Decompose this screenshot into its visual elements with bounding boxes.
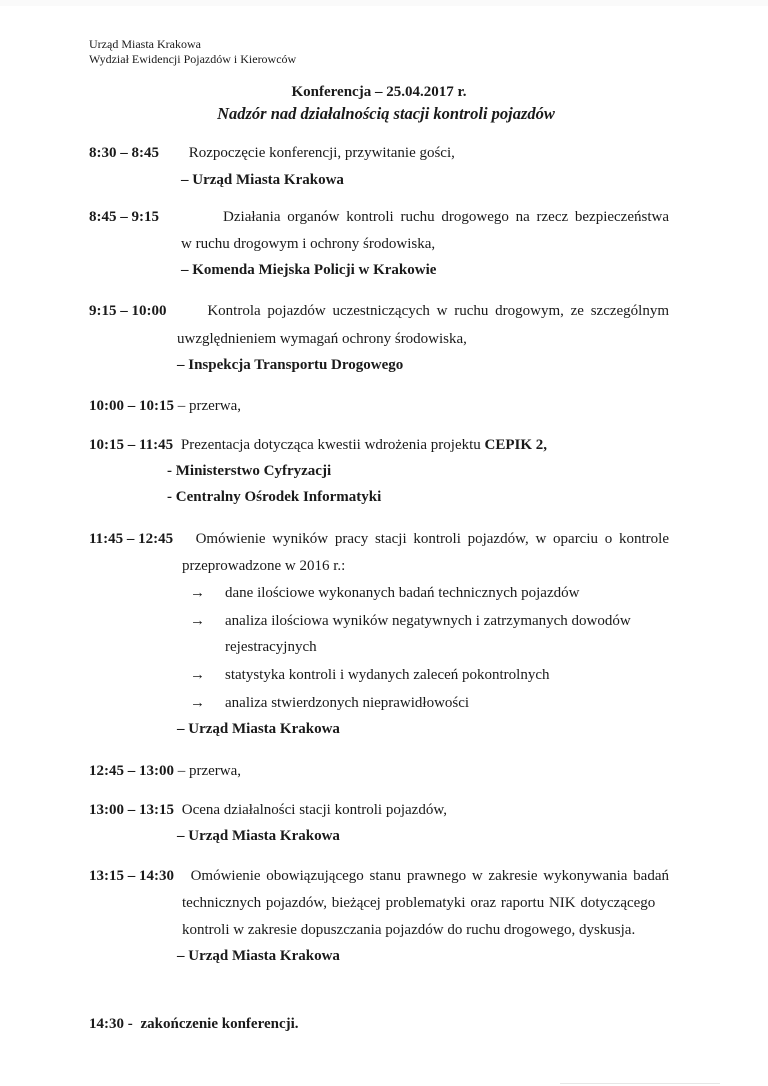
agenda-time: 8:30 – 8:45 <box>89 145 159 161</box>
agenda-item-8 <box>89 800 447 820</box>
agenda-text: – przerwa, <box>177 398 242 414</box>
agenda-time: 14:30 - <box>89 1016 133 1032</box>
arrow-right-icon: → <box>190 613 205 629</box>
bullet-item: analiza ilościowa wyników negatywnych i zatrzymanych dowodów <box>225 613 631 629</box>
agenda-time: 10:15 – 11:45 <box>89 437 174 453</box>
agenda-item-2 <box>89 207 669 227</box>
agenda-time: 13:15 – 14:30 <box>89 868 174 884</box>
agenda-text: zakończenie konferencji. <box>140 1016 299 1032</box>
arrow-right-icon: → <box>190 585 205 601</box>
page-bottom-edge <box>560 1083 720 1084</box>
agenda-speaker: – Komenda Miejska Policji w Krakowie <box>181 262 437 278</box>
agenda-text: Ocena działalności stacji kontroli pojazdów, <box>181 802 447 818</box>
agenda-text: Omówienie obowiązującego stanu prawnego w zakresie wykonywania badań <box>190 868 669 884</box>
agenda-item-5 <box>89 435 547 455</box>
agenda-time: 13:00 – 13:15 <box>89 802 174 818</box>
conference-title: Konferencja – 25.04.2017 r. <box>291 84 467 100</box>
agenda-text: Działania organów kontroli ruchu drogowego na rzecz bezpieczeństwa <box>223 209 669 225</box>
bullet-item: analiza stwierdzonych nieprawidłowości <box>225 695 470 711</box>
arrow-right-icon: → <box>190 695 205 711</box>
agenda-speaker: – Urząd Miasta Krakowa <box>177 828 340 844</box>
agenda-item-3 <box>89 301 669 321</box>
agenda-speaker: – Urząd Miasta Krakowa <box>177 948 340 964</box>
agenda-time: 10:00 – 10:15 <box>89 398 174 414</box>
page-top-edge <box>0 0 768 6</box>
agenda-text: Kontrola pojazdów uczestniczących w ruchu drogowym, ze szczególnym <box>207 303 669 319</box>
letterhead-department: Wydział Ewidencji Pojazdów i Kierowców <box>89 52 297 66</box>
agenda-text: – przerwa, <box>177 763 242 779</box>
agenda-speaker: – Urząd Miasta Krakowa <box>181 172 344 188</box>
agenda-item-9 <box>89 866 669 886</box>
agenda-text-continued: przeprowadzone w 2016 r.: <box>182 558 346 574</box>
agenda-text-continued: kontroli w zakresie dopuszczania pojazdów do ruchu drogowego, dyskusja. <box>182 922 636 938</box>
agenda-item-10 <box>89 1014 299 1034</box>
agenda-item-4 <box>89 396 241 416</box>
bullet-item: statystyka kontroli i wydanych zaleceń pokontrolnych <box>225 667 550 683</box>
agenda-speaker: – Urząd Miasta Krakowa <box>177 721 340 737</box>
agenda-item-1 <box>89 143 455 163</box>
agenda-text-continued: uwzględnieniem wymagań ochrony środowiska, <box>177 331 467 347</box>
agenda-item-6 <box>89 529 669 549</box>
bullet-item: dane ilościowe wykonanych badań technicznych pojazdów <box>225 585 580 601</box>
agenda-speaker-2: - Centralny Ośrodek Informatyki <box>167 489 382 505</box>
agenda-time: 11:45 – 12:45 <box>89 531 174 547</box>
agenda-time: 9:15 – 10:00 <box>89 303 167 319</box>
bullet-item-continued: rejestracyjnych <box>225 639 317 655</box>
agenda-speaker: - Ministerstwo Cyfryzacji <box>167 463 332 479</box>
letterhead-office: Urząd Miasta Krakowa <box>89 37 201 51</box>
agenda-text: Rozpoczęcie konferencji, przywitanie gości, <box>188 145 455 161</box>
agenda-item-7 <box>89 761 241 781</box>
agenda-text: Omówienie wyników pracy stacji kontroli pojazdów, w oparciu o kontrole <box>195 531 669 547</box>
agenda-text-continued: w ruchu drogowym i ochrony środowiska, <box>181 236 436 252</box>
agenda-time: 12:45 – 13:00 <box>89 763 174 779</box>
title-block <box>0 83 768 124</box>
agenda-time: 8:45 – 9:15 <box>89 209 159 225</box>
agenda-text: Prezentacja dotycząca kwestii wdrożenia projektu <box>180 437 481 453</box>
letterhead <box>89 37 296 67</box>
agenda-text-bold: CEPIK 2, <box>484 437 548 453</box>
agenda-speaker: – Inspekcja Transportu Drogowego <box>177 357 404 373</box>
conference-subtitle: Nadzór nad działalnością stacji kontroli pojazdów <box>217 104 555 123</box>
arrow-right-icon: → <box>190 667 205 683</box>
agenda-text-continued: technicznych pojazdów, bieżącej problematyki oraz raportu NIK dotyczącego <box>182 895 656 911</box>
